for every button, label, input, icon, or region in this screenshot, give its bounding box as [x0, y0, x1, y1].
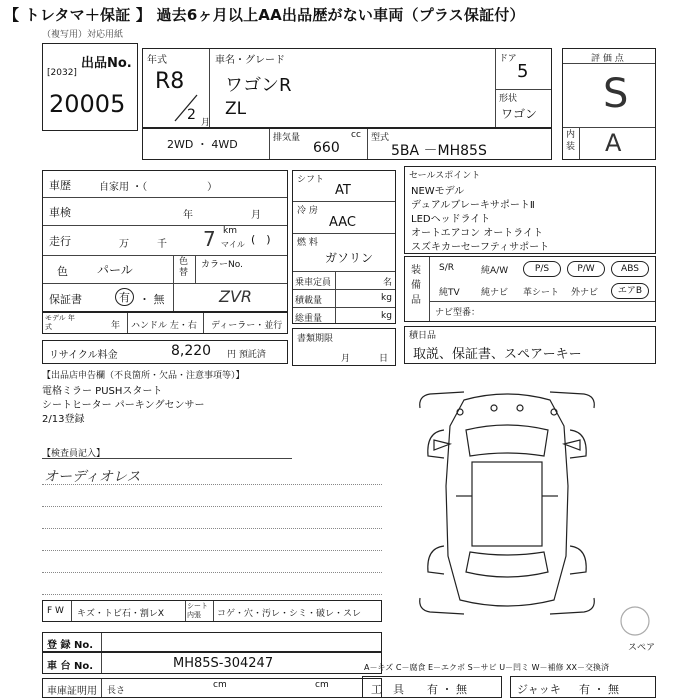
sales-item: LEDヘッドライト — [411, 214, 491, 225]
seat-value: コゲ・穴・汚レ・シミ・破レ・スレ — [217, 609, 362, 619]
inspector-hand: オーディオレス — [44, 469, 141, 485]
dealer: ディーラー・並行 — [211, 321, 283, 331]
docs-box — [292, 328, 396, 366]
car-diagram — [404, 386, 610, 618]
interior-label: 内装 — [566, 130, 576, 152]
mid-box — [292, 170, 396, 324]
equip-ps: P/S — [523, 261, 561, 277]
equipment-label: 装備品 — [411, 265, 421, 306]
navi-model-label: ナビ型番： — [435, 308, 481, 318]
gross-label: 総重量 — [295, 314, 323, 324]
year-value: R8 — [155, 69, 185, 94]
mileage-unit-km: km — [223, 226, 237, 236]
doors-value: 5 — [517, 61, 529, 82]
subheader: （複写用）対応用紙 — [42, 30, 124, 40]
equip-pw: P/W — [567, 261, 605, 277]
year-label: 年式 — [147, 55, 167, 66]
docs-day: 日 — [379, 354, 389, 364]
equip-sr: S/R — [439, 263, 454, 273]
inspection-month: 月 — [251, 210, 261, 221]
right-front-wheel — [570, 430, 586, 458]
windshield — [466, 425, 548, 456]
year-slash — [171, 93, 201, 123]
notes-line: シートヒーター パーキングセンサー — [42, 400, 205, 411]
info-box — [42, 170, 288, 312]
warranty-yes — [115, 288, 134, 306]
docs-label: 書類期限 — [297, 334, 334, 344]
docs-month: 月 — [341, 354, 351, 364]
doors-label: ドア — [499, 54, 517, 64]
model-year-box — [42, 312, 288, 334]
model-box — [142, 48, 552, 128]
fuel-label: 燃 料 — [297, 238, 318, 248]
jack-label: ジャッキ — [517, 683, 561, 696]
page-banner: 【 トレタマ＋保証 】 過去6ヶ月以上AA出品歴がない車両（プラス保証付） — [4, 6, 525, 24]
recycle-unit: 円 預託済 — [227, 350, 266, 360]
equip-abs: ABS — [611, 261, 649, 277]
sales-item: オートエアコン オートライト — [411, 228, 543, 239]
sales-box — [404, 166, 656, 254]
recycle-label: リサイクル料金 — [49, 350, 118, 361]
spare-tire — [618, 604, 652, 638]
reg-box — [42, 632, 382, 652]
notes-line: 電格ミラー PUSHスタート — [42, 386, 163, 397]
warranty-no: ・ 無 — [139, 293, 165, 306]
score-value: S — [603, 71, 629, 117]
displacement-label: 排気量 — [273, 133, 301, 143]
model-year: 年 — [111, 321, 121, 331]
capacity-unit: 名 — [383, 278, 393, 288]
jack-value: 有 ・ 無 — [579, 683, 619, 696]
warranty-label: 保証書 — [49, 293, 82, 306]
drive: 2WD ・ 4WD — [167, 138, 238, 151]
notes-line: 2/13登録 — [42, 414, 85, 425]
cert-cm2: cm — [315, 680, 329, 690]
spec-box — [142, 128, 552, 160]
color-label: 色 — [57, 265, 68, 278]
fw-box — [42, 600, 382, 622]
equipment-box — [404, 256, 656, 322]
body-label: 形状 — [499, 94, 518, 104]
recycle-value: 8,220 — [171, 343, 212, 359]
accessories-label: 積日品 — [409, 331, 437, 341]
lot-label: 出品No. — [81, 56, 132, 71]
car-name: ワゴンR — [225, 75, 292, 96]
tools-box — [362, 676, 502, 698]
displacement-value: 660 — [313, 140, 340, 156]
right-rear-wheel — [570, 546, 586, 574]
mileage-sen: 千 — [157, 239, 167, 250]
damage-legend: A－キズ C－腐食 E－エクボ S－サビ U－凹ミ W－補修 XX－交換済 — [364, 663, 610, 672]
fuel-value: ガソリン — [325, 251, 374, 265]
front-bumper — [420, 392, 464, 408]
lot-number: 20005 — [49, 90, 126, 118]
equip-navi: 純ナビ — [481, 288, 509, 298]
accessories-value: 取説、保証書、スペアーキー — [413, 347, 582, 362]
recycle-box — [42, 340, 288, 364]
load-unit: kg — [381, 293, 392, 303]
mileage-label: 走行 — [49, 235, 71, 248]
sales-item: スズキカーセーフティサポート — [411, 242, 550, 253]
cert-label: 車庫証明用 — [47, 686, 97, 697]
cert-cm1: cm — [213, 680, 227, 690]
color-no-label: カラーNo. — [201, 260, 243, 270]
equip-aw: 純A/W — [481, 266, 509, 276]
lot-small: [2032] — [47, 68, 77, 78]
history-label: 車歴 — [49, 179, 71, 192]
cert-long: 長さ — [107, 686, 126, 696]
fw-value: キズ・トビ石・割レX — [77, 609, 164, 619]
month-value: 2 — [187, 107, 196, 123]
inspection-year: 年 — [183, 210, 193, 221]
fw-label: F W — [47, 606, 64, 616]
mileage-paren: ( ) — [251, 233, 271, 246]
mileage-unit-mile: マイル — [221, 240, 245, 249]
load-label: 積載量 — [295, 296, 323, 306]
ac-label: 冷 房 — [297, 206, 318, 216]
equip-leather: 革シート — [523, 288, 560, 298]
front-bumper-r — [550, 392, 594, 408]
type-label: 型式 — [371, 133, 390, 143]
color-no-value: ZVR — [219, 287, 253, 306]
inspector-header: 【検査員記入】 — [42, 449, 106, 459]
lot-box — [42, 43, 138, 131]
rear-bumper-r — [550, 598, 594, 614]
rear-window — [466, 552, 548, 577]
shift-value: AT — [335, 183, 351, 198]
sales-label: セールスポイント — [409, 171, 481, 181]
capacity-label: 乗車定員 — [295, 278, 332, 288]
notes-header: 【出品店申告欄（不良箇所・欠品・注意事項等）】 — [42, 371, 245, 381]
warranty-yes-circle: 有 — [115, 288, 134, 306]
color-value: パール — [97, 263, 133, 277]
accessories-box — [404, 326, 656, 364]
left-rear-wheel — [428, 546, 444, 574]
chassis-value: MH85S-304247 — [173, 656, 274, 671]
inspection-label: 車検 — [49, 206, 71, 219]
month-unit: 月 — [201, 118, 211, 128]
score-box — [562, 48, 656, 160]
interior-value: A — [605, 129, 622, 157]
gross-unit: kg — [381, 311, 392, 321]
left-mirror — [434, 440, 450, 450]
roof — [472, 462, 542, 546]
model-year-label: モデル 年式 — [45, 314, 75, 331]
shift-label: シフト — [297, 175, 325, 185]
cert-box — [42, 678, 382, 698]
color-change: 色替 — [179, 257, 189, 278]
spare-label: スペア — [628, 643, 656, 653]
sales-item: NEWモデル — [411, 186, 465, 197]
handle: ハンドル 左・右 — [131, 321, 197, 331]
equip-ext-navi: 外ナビ — [571, 288, 599, 298]
equip-tv: 純TV — [439, 288, 460, 298]
body-value: ワゴン — [501, 107, 538, 121]
right-mirror — [564, 440, 580, 450]
ac-value: AAC — [329, 215, 356, 230]
score-label: 評 価 点 — [591, 54, 624, 64]
mileage-hand: 7 — [203, 227, 216, 251]
reg-label: 登 録 No. — [47, 640, 94, 651]
equip-airbag: エアB — [611, 283, 649, 299]
rear-bumper — [420, 598, 464, 614]
jack-box — [510, 676, 656, 698]
model-label: 車名・グレード — [215, 55, 285, 66]
chassis-box — [42, 652, 382, 674]
mileage-man: 万 — [119, 239, 129, 250]
tools-label: 工 具 — [371, 683, 404, 696]
type-value: 5BA －MH85S — [391, 143, 487, 159]
seat-label: シート 内張 — [187, 602, 208, 619]
grade: ZL — [225, 99, 247, 119]
car-outline — [446, 394, 568, 606]
left-front-wheel — [428, 430, 444, 458]
chassis-label: 車 台 No. — [47, 661, 94, 672]
displacement-unit: cc — [351, 130, 361, 140]
sales-item: デュアルブレーキサポートⅡ — [411, 200, 535, 211]
tools-value: 有 ・ 無 — [427, 683, 467, 696]
history-value: 自家用 ・（ ） — [99, 182, 218, 193]
